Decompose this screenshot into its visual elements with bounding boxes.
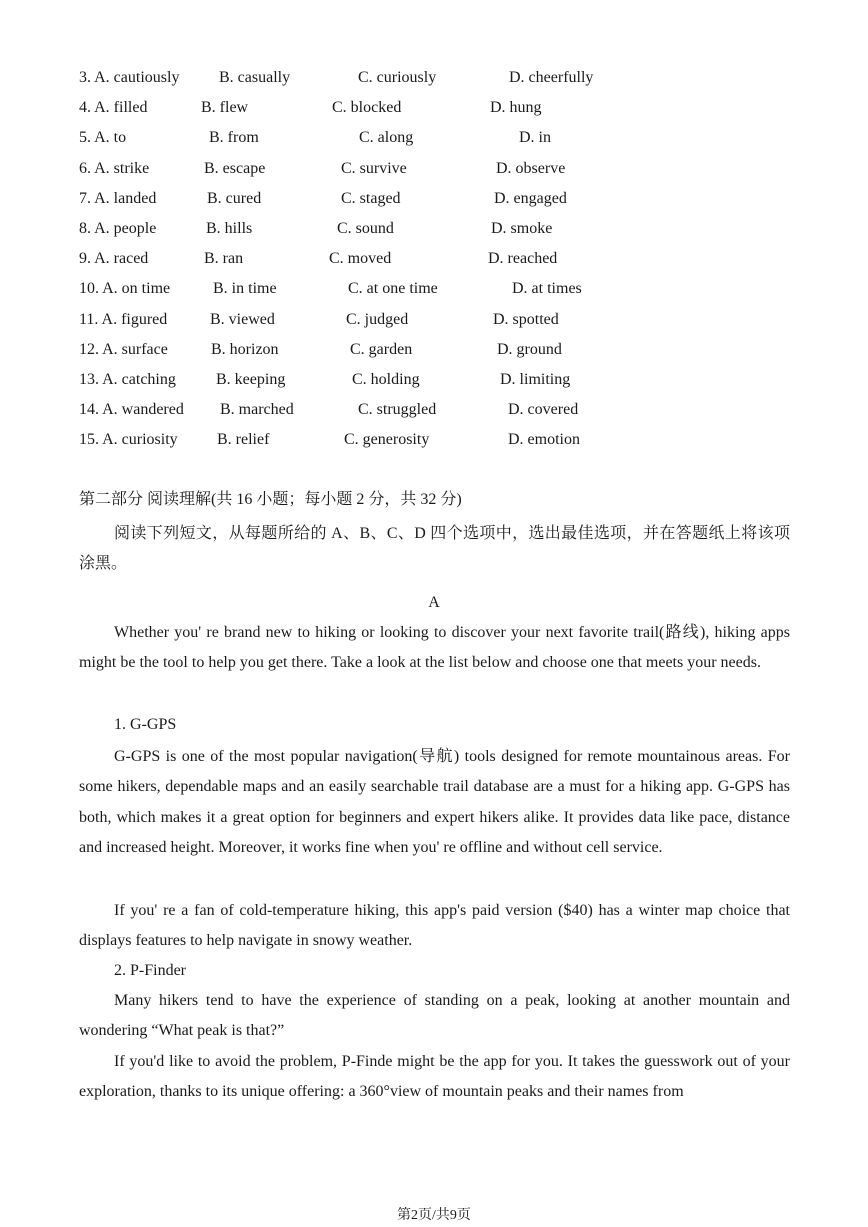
option-c: C. at one time	[348, 280, 438, 298]
option-c: C. moved	[329, 250, 392, 268]
option-d: D. at times	[512, 280, 582, 298]
option-a: 5. A. to	[79, 129, 127, 147]
option-b: B. viewed	[210, 310, 275, 328]
option-d: D. limiting	[500, 371, 571, 388]
page-footer: 第2页/共9页	[397, 1208, 471, 1223]
app1-paragraph-2: If you' re a fan of cold-temperature hiking, this app's paid version ($40) has a winter map choice that displays features to help navigate in snowy weather.	[79, 902, 790, 950]
option-b: B. in time	[213, 280, 277, 298]
option-c: C. along	[359, 129, 414, 147]
option-b: B. keeping	[216, 371, 286, 388]
option-a: 13. A. catching	[79, 371, 176, 388]
passage-intro: Whether you' re brand new to hiking or looking to discover your next favorite trail(路线), hiking apps might be the tool to help you get there. Take a look at the list below and choose one that meets your needs.	[79, 624, 790, 672]
option-b: B. escape	[204, 159, 266, 177]
option-b: B. cured	[207, 189, 262, 207]
section-instruction: 阅读下列短文，从每题所给的 A、B、C、D 四个选项中，选出最佳选项，并在答题纸上将该项涂黑。	[79, 525, 790, 573]
option-a: 4. A. filled	[79, 99, 148, 117]
app2-paragraph-2: If you'd like to avoid the problem, P-Finde might be the app for you. It takes the guesswork out of your exploration, thanks to its unique offering: a 360°view of mountain peaks and their names from	[79, 1053, 790, 1101]
option-a: 10. A. on time	[79, 280, 171, 298]
passage-label: A	[428, 594, 440, 611]
option-d: D. reached	[488, 250, 558, 268]
option-d: D. covered	[508, 401, 579, 419]
option-c: C. garden	[350, 340, 413, 358]
option-b: B. ran	[204, 250, 244, 268]
option-c: C. sound	[337, 220, 394, 237]
option-b: B. from	[209, 129, 259, 147]
option-d: D. smoke	[491, 220, 553, 237]
option-a: 15. A. curiosity	[79, 431, 178, 449]
app1-paragraph-1: G-GPS is one of the most popular navigation(导航) tools designed for remote mountainous areas. For some hikers, dependable maps and an easily searchable trail database are a must for a hiking app. G-GPS has both, which makes it a great option for beginners and expert hikers alike. It provides data like pace, distance and increased height. Moreover, it works fine when you' re offline and without cell service.	[79, 748, 790, 857]
option-c: C. generosity	[344, 431, 430, 449]
option-b: B. marched	[220, 401, 294, 419]
option-a: 12. A. surface	[79, 340, 168, 358]
app2-title: 2. P-Finder	[114, 962, 186, 979]
option-d: D. cheerfully	[509, 69, 594, 86]
option-a: 14. A. wandered	[79, 401, 184, 419]
app2-paragraph-1: Many hikers tend to have the experience of standing on a peak, looking at another mountain and wondering “What peak is that?”	[79, 992, 790, 1040]
option-b: B. flew	[201, 99, 249, 117]
option-a: 9. A. raced	[79, 250, 149, 268]
option-a: 7. A. landed	[79, 189, 157, 207]
option-c: C. survive	[341, 159, 407, 177]
option-b: B. horizon	[211, 340, 279, 358]
option-d: D. observe	[496, 159, 566, 177]
option-c: C. curiously	[358, 69, 437, 86]
option-a: 6. A. strike	[79, 159, 150, 177]
option-c: C. holding	[352, 371, 420, 388]
option-b: B. casually	[219, 69, 291, 86]
option-d: D. emotion	[508, 431, 580, 449]
option-a: 8. A. people	[79, 220, 157, 237]
option-c: C. judged	[346, 310, 409, 328]
option-c: C. blocked	[332, 99, 402, 117]
option-b: B. relief	[217, 431, 270, 449]
app1-title: 1. G-GPS	[114, 716, 177, 733]
option-d: D. spotted	[493, 310, 559, 328]
option-c: C. struggled	[358, 401, 437, 419]
section-heading: 第二部分 阅读理解(共 16 小题；每小题 2 分，共 32 分)	[79, 491, 462, 508]
option-c: C. staged	[341, 189, 401, 207]
option-d: D. in	[519, 129, 551, 147]
option-d: D. engaged	[494, 189, 567, 207]
option-d: D. hung	[490, 99, 542, 117]
option-b: B. hills	[206, 220, 253, 237]
option-a: 11. A. figured	[79, 310, 168, 328]
option-a: 3. A. cautiously	[79, 69, 180, 86]
option-d: D. ground	[497, 340, 562, 358]
